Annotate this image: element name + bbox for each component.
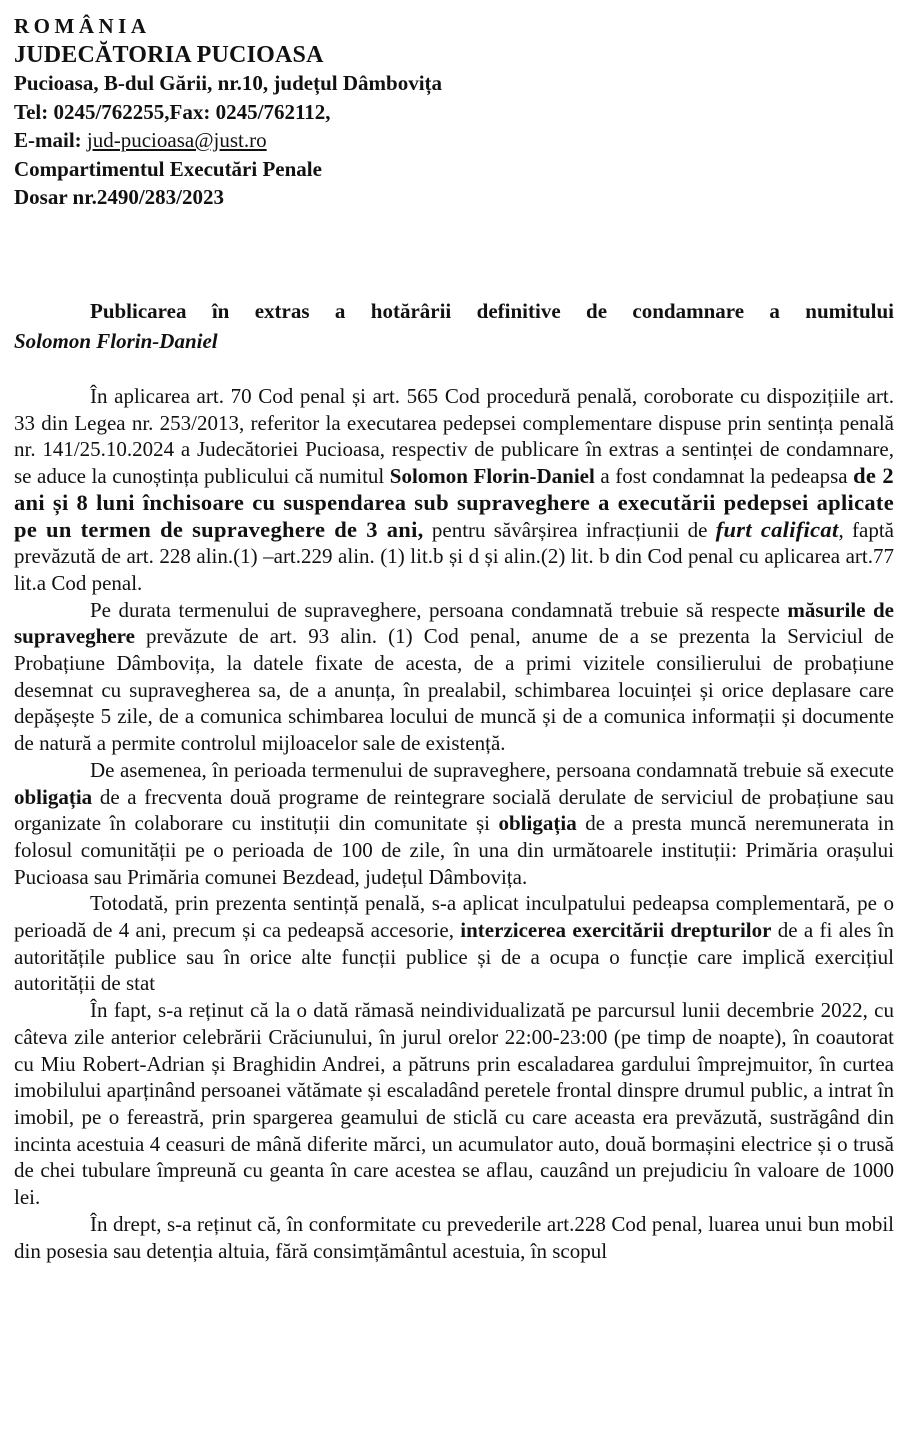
p1-text-e: , faptă prevăzută de art. 228 alin.(1) –art.229 alin. (1) lit.b și d și alin.(2) lit. b din Cod penal cu aplicarea art.77 lit.a Cod penal. [14, 517, 894, 595]
document-body [14, 383, 894, 1264]
paragraph-conviction [14, 383, 894, 597]
obligation-label-1: obligația [14, 784, 93, 809]
offence-name: furt calificat [715, 516, 839, 542]
p1-text-b: a fost condamnat la pedeapsa [594, 464, 854, 489]
p3-text-a: De asemenea, în perioada termenului de supraveghere, persoana condamnată trebuie să execute [90, 757, 894, 782]
p2-text-b: prevăzute de art. 93 alin. (1) Cod penal, anume de a se prezenta la Serviciul de Probațiune Dâmbovița, la datele fixate de acesta, de a primi vizitele consilierului de probațiune desemnat cu supravegherea sa, de a anunța, în prealabil, schimbarea locuinței și orice deplasare care depășește 5 zile, de a comunica schimbarea locului de muncă și de a comunica informații și documente de natură a permite controlul mijloacelor sale de existență. [14, 624, 894, 756]
document-title [14, 296, 894, 356]
email-label: E-mail: [14, 128, 87, 152]
file-number: Dosar nr.2490/283/2023 [14, 185, 225, 209]
email-link[interactable]: jud-pucioasa@just.ro [86, 128, 267, 152]
p2-text-a: Pe durata termenului de supraveghere, persoana condamnată trebuie să respecte [90, 597, 788, 622]
court-name: JUDECĂTORIA PUCIOASA [14, 41, 324, 68]
paragraph-law: În drept, s-a reținut că, în conformitate cu prevederile art.228 Cod penal, luarea unui bun mobil din posesia sau detenția altuia, fără consimțământul acestuia, în scopul [14, 1211, 894, 1263]
p4-text-b: de a fi ales în autoritățile publice sau în orice alte funcții publice și de a ocupa o funcție care implică exercițiul autorității de stat [14, 918, 894, 996]
p3-text-c: de a presta muncă neremunerata in folosul comunității pe o perioada de 100 de zile, în una din următoarele instituții: Primăria orașului Pucioasa sau Primăria comunei Bezdead, județul Dâmbovița. [14, 811, 895, 889]
supervision-measures-label: măsurile de supraveghere [14, 597, 895, 649]
sentence-text: 2 ani și 8 luni închisoare cu suspendarea sub supraveghere a executării pedepsei aplicate pe un termen de supraveghere de 3 ani, [14, 463, 894, 542]
court-address: Pucioasa, B-dul Gării, nr.10, județul Dâmbovița [14, 71, 443, 95]
convict-name-title: Solomon Florin-Daniel [14, 329, 218, 353]
p1-text-c: de [853, 463, 883, 489]
rights-ban-label: interzicerea exercitării drepturilor [460, 918, 772, 943]
title-line: Publicarea în extras a hotărârii definitive de condamnare a numitului [90, 299, 894, 323]
convict-name: Solomon Florin-Daniel [389, 464, 595, 489]
paragraph-complementary-penalty [14, 890, 894, 997]
country-name: ROMÂNIA [14, 14, 151, 38]
paragraph-supervision-measures [14, 597, 894, 757]
p3-text-b: de a frecventa două programe de reintegrare socială derulate de serviciul de probațiune sau organizate în colaborare cu instituții din comunitate și [14, 784, 894, 836]
department-name: Compartimentul Executări Penale [14, 156, 322, 181]
p1-text-d: pentru săvârșirea infracțiunii de [423, 517, 716, 542]
court-header [14, 12, 894, 212]
p4-text-a: Totodată, prin prezenta sentință penală, s-a aplicat inculpatului pedeapsa complementară, pe o perioadă de 4 ani, precum și ca pedeapsă accesorie, [14, 891, 894, 943]
obligation-label-2: obligația [498, 811, 577, 836]
court-phone-fax: Tel: 0245/762255,Fax: 0245/762112, [14, 99, 331, 124]
court-email-line [14, 126, 894, 155]
paragraph-facts: În fapt, s-a reținut că la o dată rămasă neindividualizată pe parcursul lunii decembrie 2022, cu câteva zile anterior celebrării Crăciunului, în jurul orelor 22:00-23:00 (pe timp de noapte), în coautorat cu Miu Robert-Adrian și Braghidin Andrei, a pătruns prin escaladarea gardului împrejmuitor, în curtea imobilului aparținând persoanei vătămate și escaladând peretele frontal dinspre drumul public, a intrat în imobil, pe o fereastră, prin spargerea geamului de sticlă cu care aceasta era prevăzută, sustrăgând din incinta acestuia 4 ceasuri de mână diferite mărci, un acumulator auto, două bormașini electrice și o trusă de chei tubulare împreună cu geanta în care acestea se aflau, cauzând un prejudiciu în valoare de 1000 lei. [14, 998, 894, 1210]
paragraph-obligations [14, 757, 894, 891]
p1-text-a: În aplicarea art. 70 Cod penal și art. 565 Cod procedură penală, coroborate cu dispozițiile art. 33 din Legea nr. 253/2013, referitor la executarea pedepsei complementare dispuse prin sentința penală nr. 141/25.10.2024 a Judecătoriei Pucioasa, respectiv de publicare în extras a sentinței de condamnare, se aduce la cunoștința publicului că numitul [14, 384, 894, 489]
